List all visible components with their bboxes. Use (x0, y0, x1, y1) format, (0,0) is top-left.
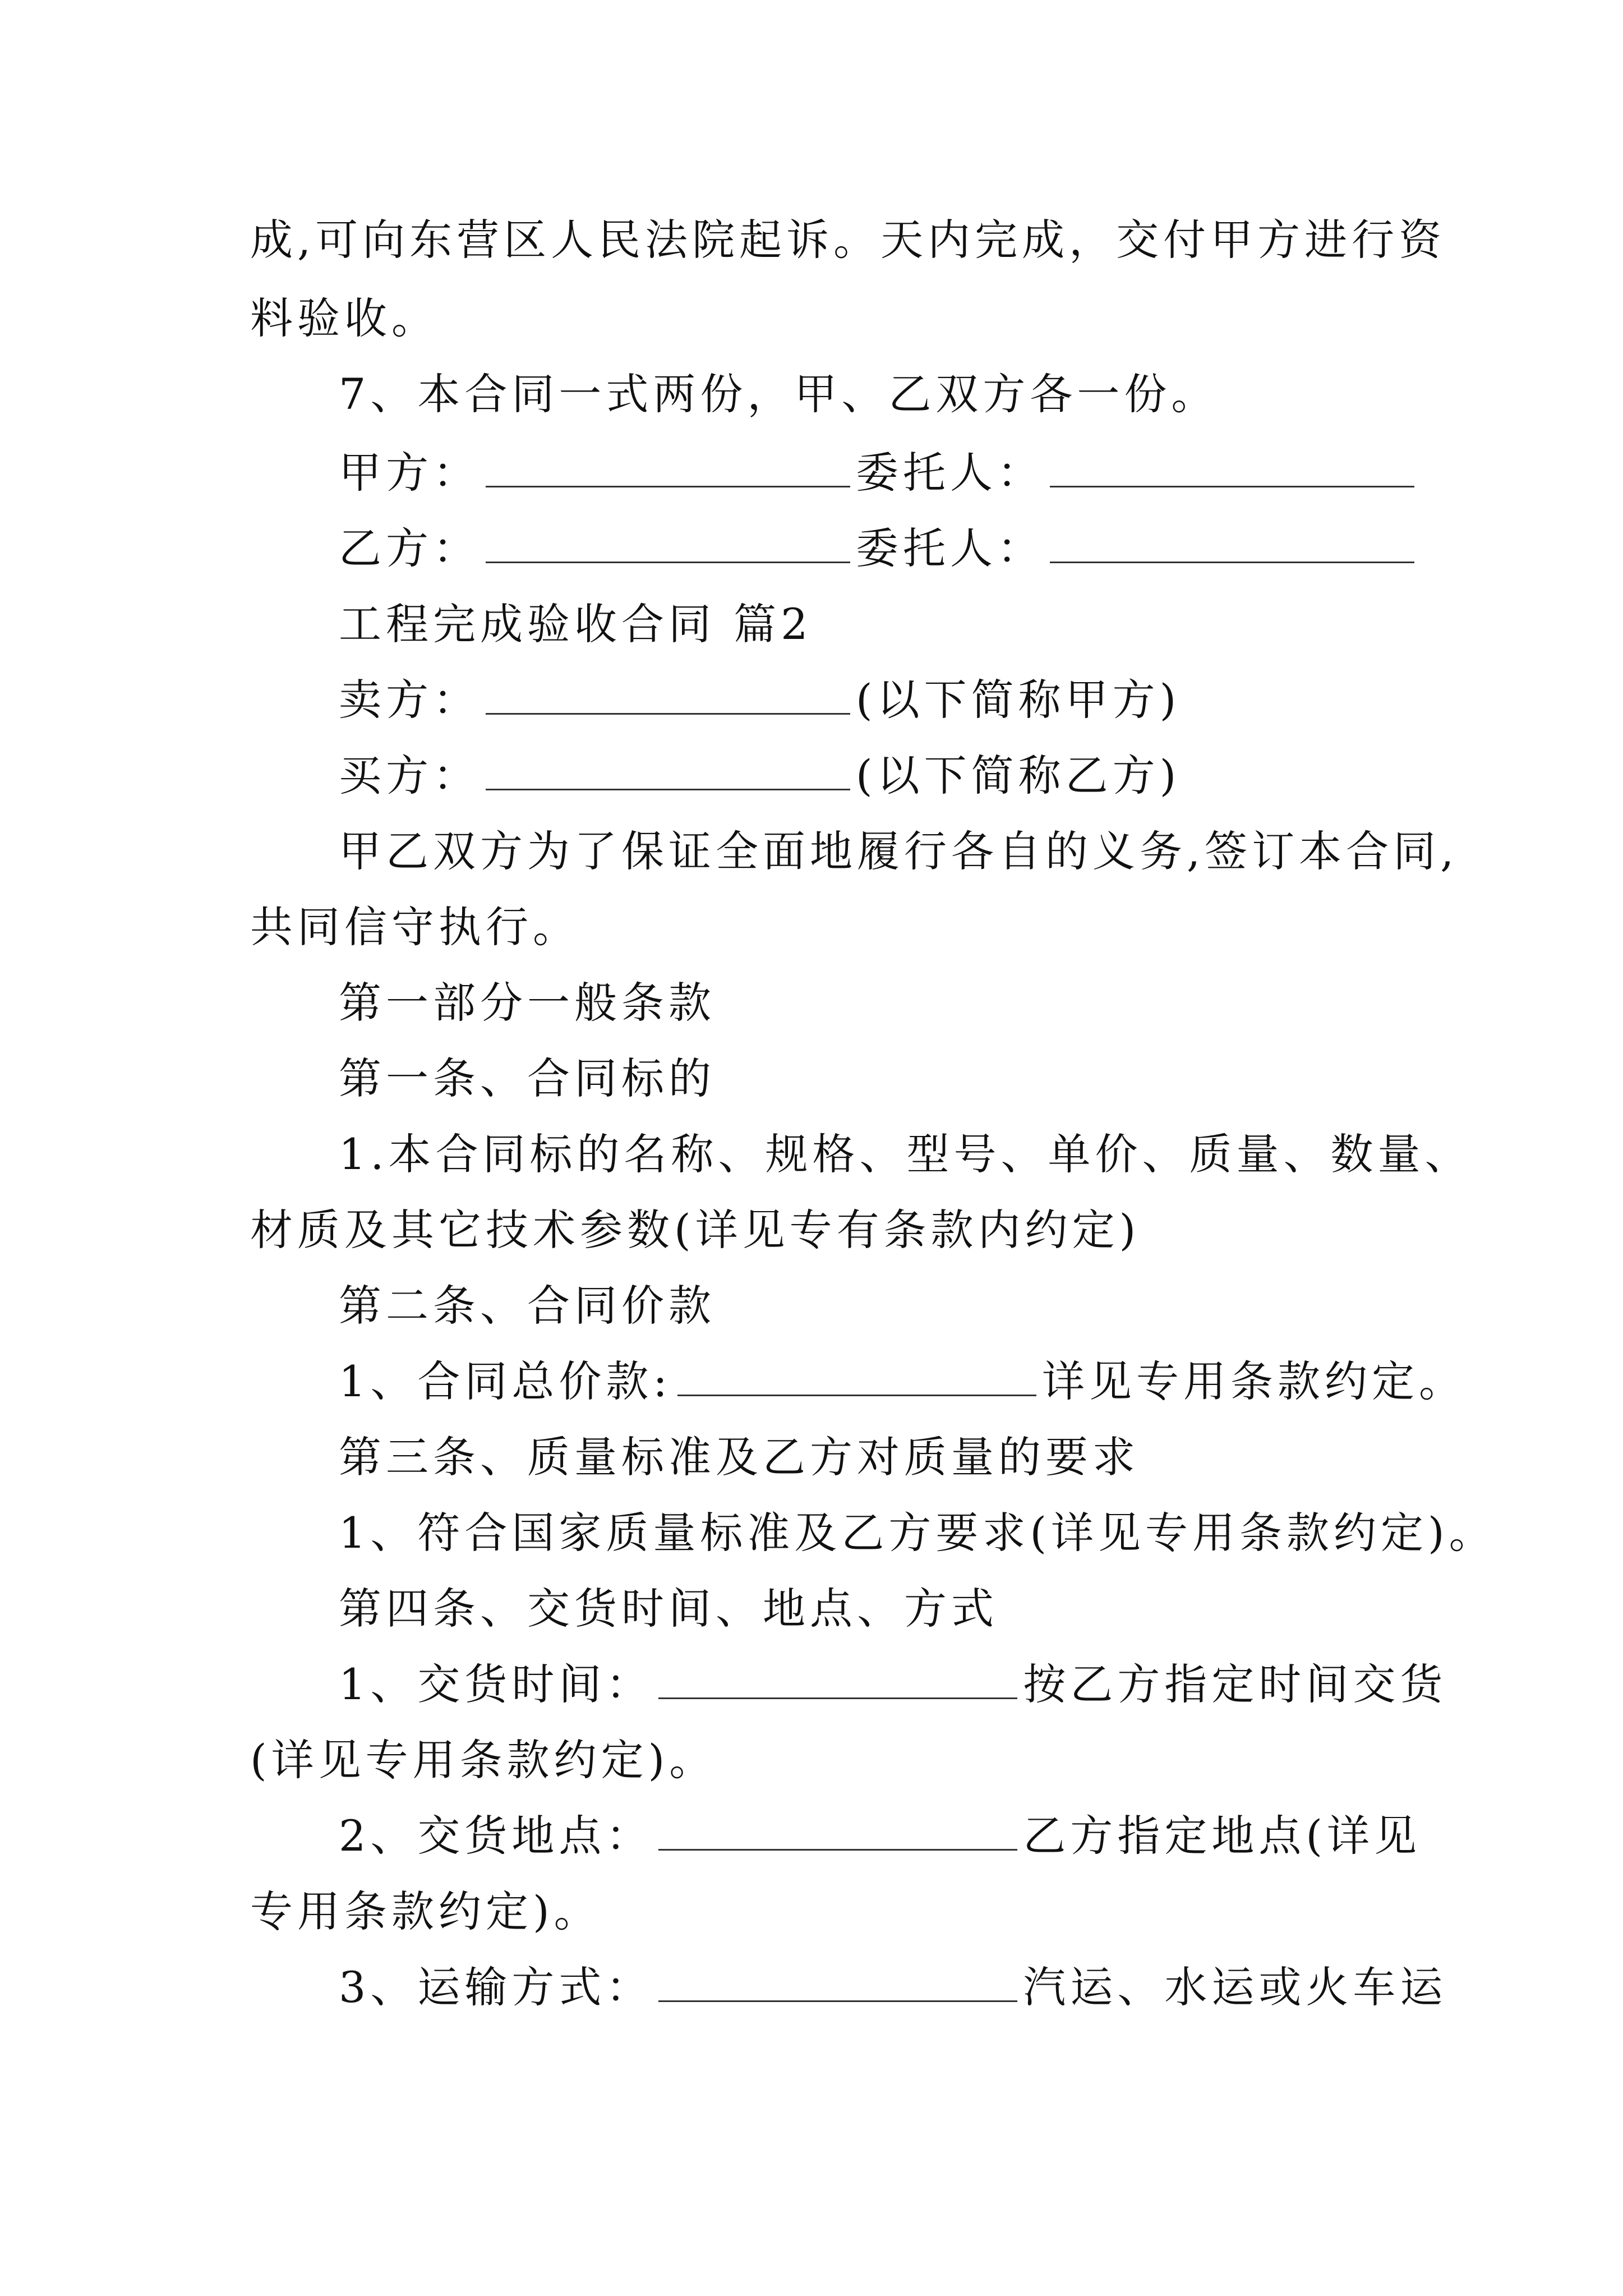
delivery-place-blank (658, 1847, 1017, 1851)
party-b-blank (486, 559, 850, 563)
seller-row (339, 675, 1181, 725)
delivery-time-row (339, 1659, 1447, 1709)
clause-7: 7、本合同一式两份，甲、乙双方各一份。 (339, 369, 1219, 419)
delivery-place-label: 2、交货地点： (339, 1811, 653, 1861)
article-heading: 第二条、合同价款 (339, 1281, 716, 1331)
buyer-blank (486, 786, 850, 790)
buyer-label: 买方： (339, 751, 480, 800)
text-line: 专用条款约定)。 (250, 1887, 601, 1936)
agent-label: 委托人： (856, 523, 1044, 573)
text-line: 1、符合国家质量标准及乙方要求(详见专用条款约定)。 (339, 1508, 1496, 1558)
buyer-note: (以下简称乙方) (856, 751, 1181, 800)
agent-label: 委托人： (856, 448, 1044, 498)
delivery-time-blank (658, 1695, 1017, 1699)
price-label: 1、合同总价款: (339, 1356, 672, 1406)
price-row (339, 1356, 1466, 1406)
signature-row-party-b (339, 523, 1420, 573)
text-line: 1.本合同标的名称、规格、型号、单价、质量、数量、 (339, 1129, 1472, 1179)
party-a-label: 甲方： (339, 448, 480, 498)
signature-row-party-a (339, 448, 1420, 498)
party-a-blank (486, 484, 850, 487)
seller-blank (486, 711, 850, 715)
article-heading: 第四条、交货时间、地点、方式 (339, 1584, 998, 1634)
price-note: 详见专用条款约定。 (1041, 1356, 1466, 1406)
agent-a-blank (1050, 484, 1414, 487)
delivery-time-label: 1、交货时间： (339, 1659, 653, 1709)
seller-label: 卖方： (339, 675, 480, 725)
text-line: 料验收。 (250, 293, 439, 343)
buyer-row (339, 751, 1181, 800)
text-line: 成,可向东营区人民法院起诉。天内完成，交付甲方进行资 (250, 215, 1446, 265)
text-line: 共同信守执行。 (250, 902, 580, 952)
delivery-time-note: 按乙方指定时间交货 (1023, 1659, 1447, 1709)
delivery-place-row (339, 1811, 1422, 1861)
transport-label: 3、运输方式： (339, 1962, 653, 2012)
section-heading: 工程完成验收合同 篇2 (339, 599, 813, 649)
article-heading: 第一条、合同标的 (339, 1053, 716, 1103)
text-line: 材质及其它技术参数(详见专有条款内约定) (250, 1205, 1141, 1255)
transport-row (339, 1962, 1447, 2012)
seller-note: (以下简称甲方) (856, 675, 1181, 725)
delivery-place-note: 乙方指定地点(详见 (1023, 1811, 1422, 1861)
agent-b-blank (1050, 559, 1414, 563)
text-line: 甲乙双方为了保证全面地履行各自的义务,签订本合同, (339, 826, 1459, 876)
part-heading: 第一部分一般条款 (339, 978, 716, 1028)
article-heading: 第三条、质量标准及乙方对质量的要求 (339, 1432, 1140, 1482)
transport-blank (658, 1998, 1017, 2002)
party-b-label: 乙方： (339, 523, 480, 573)
text-line: (详见专用条款约定)。 (250, 1735, 717, 1785)
price-blank (677, 1392, 1036, 1396)
transport-note: 汽运、水运或火车运 (1023, 1962, 1447, 2012)
